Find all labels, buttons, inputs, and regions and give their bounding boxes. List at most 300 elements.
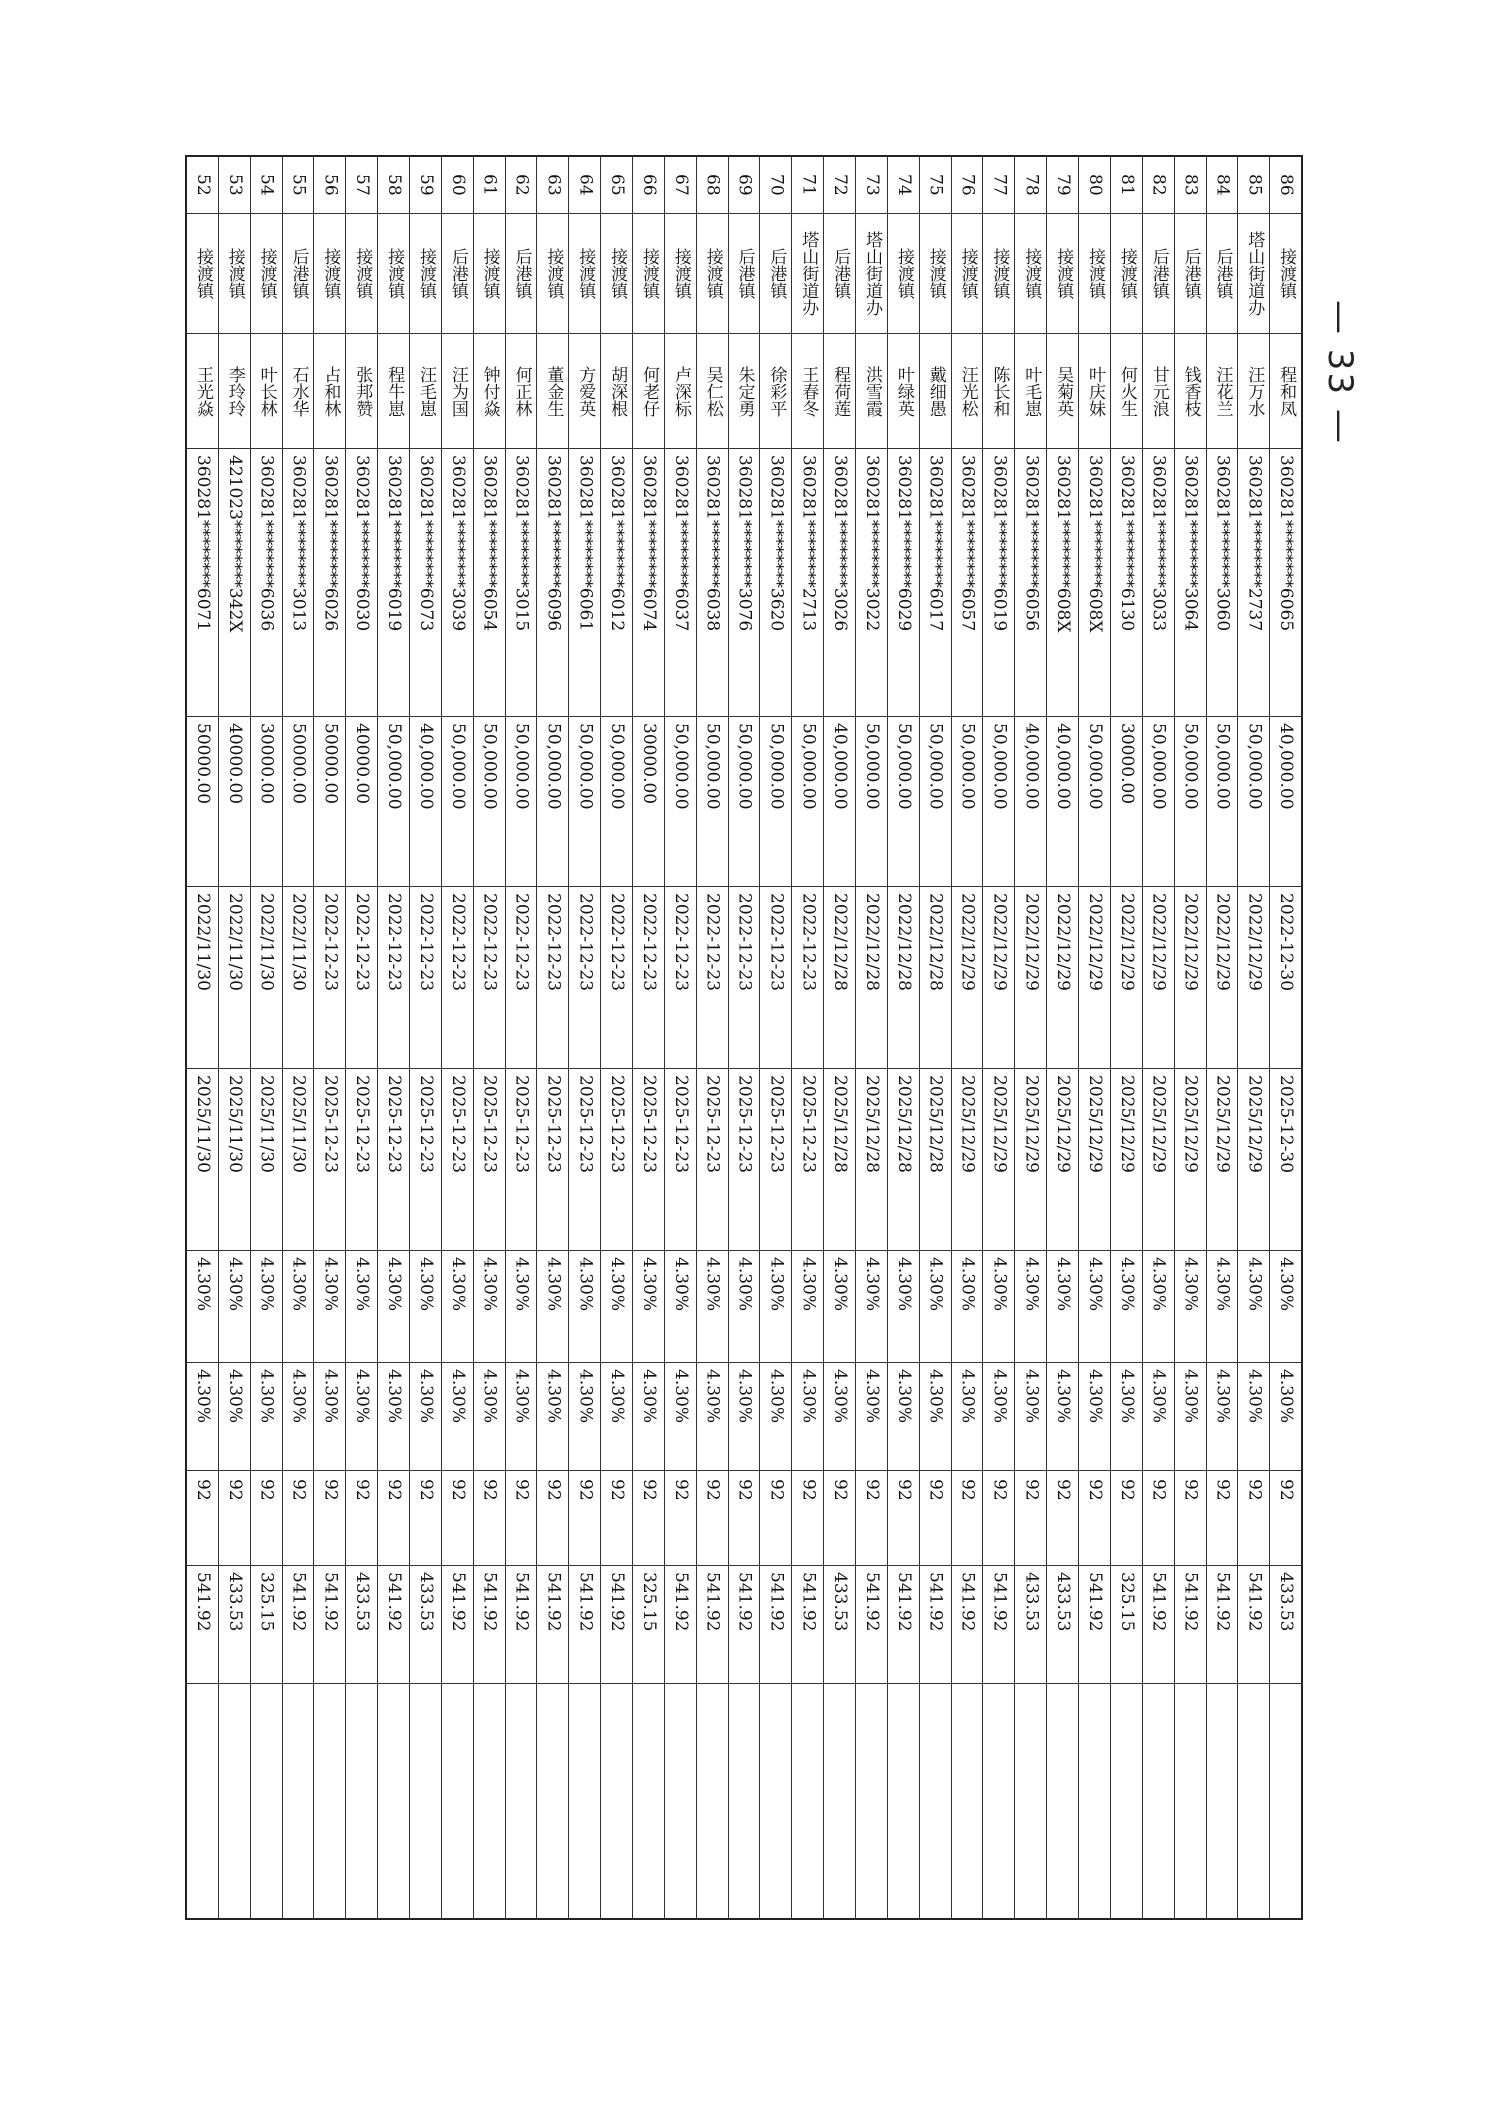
loan-amount-cell: 50,000.00 — [506, 717, 537, 887]
borrower-name-cell: 李玲玲 — [219, 334, 250, 449]
row-number-cell: 74 — [888, 157, 919, 214]
start-date-cell: 2022-12-23 — [346, 887, 377, 1069]
loan-amount-cell: 50,000.00 — [569, 717, 600, 887]
end-date-cell: 2025/12/29 — [1143, 1069, 1174, 1251]
borrower-name-cell: 卢深标 — [665, 334, 696, 449]
start-date-cell: 2022-12-23 — [601, 887, 632, 1069]
remarks-cell — [378, 1684, 409, 1918]
days-cell: 92 — [633, 1471, 664, 1566]
loan-amount-cell: 40,000.00 — [1015, 717, 1046, 887]
id-number-cell: 360281********3039 — [442, 449, 473, 717]
town-cell: 塔山街道办 — [792, 214, 823, 334]
days-cell: 92 — [665, 1471, 696, 1566]
loan-amount-cell: 30000.00 — [1111, 717, 1142, 887]
borrower-name-cell: 叶长林 — [251, 334, 282, 449]
remarks-cell — [410, 1684, 441, 1918]
loan-amount-cell: 50,000.00 — [1175, 717, 1206, 887]
loan-rate-cell: 4.30% — [346, 1251, 377, 1363]
borrower-name-cell: 胡深根 — [601, 334, 632, 449]
id-number-cell: 360281********6073 — [410, 449, 441, 717]
remarks-cell — [856, 1684, 887, 1918]
table-row — [665, 157, 697, 1918]
remarks-cell — [665, 1684, 696, 1918]
loan-rate-cell: 4.30% — [1270, 1251, 1301, 1363]
id-number-cell: 360281********3033 — [1143, 449, 1174, 717]
town-cell: 塔山街道办 — [1238, 214, 1269, 334]
days-cell: 92 — [346, 1471, 377, 1566]
loan-rate-cell: 4.30% — [314, 1251, 345, 1363]
town-cell: 接渡镇 — [378, 214, 409, 334]
remarks-cell — [824, 1684, 855, 1918]
table-row — [1270, 157, 1301, 1918]
end-date-cell: 2025/12/29 — [983, 1069, 1014, 1251]
table-row — [1143, 157, 1175, 1918]
id-number-cell: 360281********6096 — [537, 449, 568, 717]
start-date-cell: 2022/12/29 — [1015, 887, 1046, 1069]
loan-amount-cell: 50,000.00 — [601, 717, 632, 887]
days-cell: 92 — [410, 1471, 441, 1566]
town-cell: 接渡镇 — [219, 214, 250, 334]
subsidy-amount-cell: 541.92 — [442, 1566, 473, 1684]
row-number-cell: 84 — [1207, 157, 1238, 214]
table-row — [888, 157, 920, 1918]
table-row — [760, 157, 792, 1918]
end-date-cell: 2025/11/30 — [283, 1069, 314, 1251]
remarks-cell — [1143, 1684, 1174, 1918]
borrower-name-cell: 石水华 — [283, 334, 314, 449]
start-date-cell: 2022/11/30 — [251, 887, 282, 1069]
loan-rate-cell: 4.30% — [251, 1251, 282, 1363]
loan-rate-cell: 4.30% — [506, 1251, 537, 1363]
loan-rate-cell: 4.30% — [888, 1251, 919, 1363]
loan-rate-cell: 4.30% — [474, 1251, 505, 1363]
town-cell: 后港镇 — [760, 214, 791, 334]
loan-amount-cell: 50,000.00 — [952, 717, 983, 887]
loan-rate-cell: 4.30% — [1079, 1251, 1110, 1363]
loan-rate-cell: 4.30% — [983, 1251, 1014, 1363]
borrower-name-cell: 董金生 — [537, 334, 568, 449]
start-date-cell: 2022/12/28 — [920, 887, 951, 1069]
subsidy-rate-cell: 4.30% — [1175, 1363, 1206, 1471]
table-row — [474, 157, 506, 1918]
subsidy-rate-cell: 4.30% — [1111, 1363, 1142, 1471]
loan-amount-cell: 40,000.00 — [1270, 717, 1301, 887]
town-cell: 塔山街道办 — [856, 214, 887, 334]
table-row — [792, 157, 824, 1918]
subsidy-amount-cell: 541.92 — [920, 1566, 951, 1684]
days-cell: 92 — [1015, 1471, 1046, 1566]
end-date-cell: 2025-12-23 — [760, 1069, 791, 1251]
id-number-cell: 360281********3076 — [729, 449, 760, 717]
table-row — [442, 157, 474, 1918]
loan-amount-cell: 50,000.00 — [665, 717, 696, 887]
start-date-cell: 2022-12-23 — [506, 887, 537, 1069]
end-date-cell: 2025/12/29 — [1047, 1069, 1078, 1251]
table-row — [633, 157, 665, 1918]
id-number-cell: 360281********6065 — [1270, 449, 1301, 717]
town-cell: 接渡镇 — [569, 214, 600, 334]
start-date-cell: 2022/12/29 — [1079, 887, 1110, 1069]
town-cell: 接渡镇 — [187, 214, 218, 334]
borrower-name-cell: 吴仁松 — [697, 334, 728, 449]
row-number-cell: 82 — [1143, 157, 1174, 214]
days-cell: 92 — [601, 1471, 632, 1566]
subsidy-rate-cell: 4.30% — [856, 1363, 887, 1471]
days-cell: 92 — [506, 1471, 537, 1566]
loan-amount-cell: 50,000.00 — [760, 717, 791, 887]
loan-rate-cell: 4.30% — [1143, 1251, 1174, 1363]
start-date-cell: 2022/12/29 — [1207, 887, 1238, 1069]
borrower-name-cell: 叶庆妹 — [1079, 334, 1110, 449]
days-cell: 92 — [729, 1471, 760, 1566]
table-row — [920, 157, 952, 1918]
subsidy-rate-cell: 4.30% — [187, 1363, 218, 1471]
end-date-cell: 2025-12-23 — [314, 1069, 345, 1251]
id-number-cell: 360281********2737 — [1238, 449, 1269, 717]
subsidy-amount-cell: 325.15 — [251, 1566, 282, 1684]
subsidy-amount-cell: 541.92 — [697, 1566, 728, 1684]
table-row — [1238, 157, 1270, 1918]
subsidy-amount-cell: 541.92 — [983, 1566, 1014, 1684]
days-cell: 92 — [219, 1471, 250, 1566]
town-cell: 接渡镇 — [537, 214, 568, 334]
days-cell: 92 — [1207, 1471, 1238, 1566]
end-date-cell: 2025/11/30 — [187, 1069, 218, 1251]
id-number-cell: 360281********6054 — [474, 449, 505, 717]
borrower-name-cell: 王光焱 — [187, 334, 218, 449]
table-row — [601, 157, 633, 1918]
end-date-cell: 2025/11/30 — [251, 1069, 282, 1251]
subsidy-rate-cell: 4.30% — [983, 1363, 1014, 1471]
table-row — [251, 157, 283, 1918]
start-date-cell: 2022/11/30 — [187, 887, 218, 1069]
end-date-cell: 2025/12/28 — [856, 1069, 887, 1251]
subsidy-amount-cell: 433.53 — [1015, 1566, 1046, 1684]
subsidy-amount-cell: 541.92 — [1143, 1566, 1174, 1684]
loan-amount-cell: 30000.00 — [633, 717, 664, 887]
subsidy-rate-cell: 4.30% — [378, 1363, 409, 1471]
remarks-cell — [601, 1684, 632, 1918]
id-number-cell: 360281********2713 — [792, 449, 823, 717]
subsidy-amount-cell: 541.92 — [378, 1566, 409, 1684]
loan-amount-cell: 50,000.00 — [888, 717, 919, 887]
days-cell: 92 — [569, 1471, 600, 1566]
id-number-cell: 360281********6012 — [601, 449, 632, 717]
end-date-cell: 2025-12-23 — [729, 1069, 760, 1251]
subsidy-rate-cell: 4.30% — [920, 1363, 951, 1471]
subsidy-rate-cell: 4.30% — [1047, 1363, 1078, 1471]
end-date-cell: 2025-12-23 — [665, 1069, 696, 1251]
remarks-cell — [314, 1684, 345, 1918]
loan-rate-cell: 4.30% — [1047, 1251, 1078, 1363]
row-number-cell: 67 — [665, 157, 696, 214]
town-cell: 接渡镇 — [633, 214, 664, 334]
subsidy-rate-cell: 4.30% — [824, 1363, 855, 1471]
end-date-cell: 2025-12-23 — [792, 1069, 823, 1251]
days-cell: 92 — [920, 1471, 951, 1566]
table-row — [697, 157, 729, 1918]
remarks-cell — [442, 1684, 473, 1918]
town-cell: 接渡镇 — [1270, 214, 1301, 334]
borrower-name-cell: 程和凤 — [1270, 334, 1301, 449]
loan-rate-cell: 4.30% — [219, 1251, 250, 1363]
subsidy-rate-cell: 4.30% — [219, 1363, 250, 1471]
id-number-cell: 360281********6071 — [187, 449, 218, 717]
id-number-cell: 360281********6019 — [378, 449, 409, 717]
remarks-cell — [633, 1684, 664, 1918]
subsidy-rate-cell: 4.30% — [251, 1363, 282, 1471]
start-date-cell: 2022-12-30 — [1270, 887, 1301, 1069]
borrower-name-cell: 戴细愚 — [920, 334, 951, 449]
loan-rate-cell: 4.30% — [665, 1251, 696, 1363]
subsidy-rate-cell: 4.30% — [346, 1363, 377, 1471]
town-cell: 接渡镇 — [314, 214, 345, 334]
remarks-cell — [888, 1684, 919, 1918]
loan-rate-cell: 4.30% — [601, 1251, 632, 1363]
subsidy-amount-cell: 433.53 — [1270, 1566, 1301, 1684]
loan-amount-cell: 40,000.00 — [410, 717, 441, 887]
subsidy-amount-cell: 541.92 — [569, 1566, 600, 1684]
end-date-cell: 2025-12-23 — [346, 1069, 377, 1251]
page-number: — 33 — — [1320, 300, 1360, 445]
town-cell: 接渡镇 — [410, 214, 441, 334]
loan-amount-cell: 50,000.00 — [983, 717, 1014, 887]
id-number-cell: 360281********3015 — [506, 449, 537, 717]
id-number-cell: 360281********3022 — [856, 449, 887, 717]
loan-amount-cell: 50,000.00 — [920, 717, 951, 887]
days-cell: 92 — [1238, 1471, 1269, 1566]
id-number-cell: 360281********608X — [1047, 449, 1078, 717]
end-date-cell: 2025/12/29 — [1207, 1069, 1238, 1251]
subsidy-amount-cell: 541.92 — [952, 1566, 983, 1684]
end-date-cell: 2025/11/30 — [219, 1069, 250, 1251]
loan-amount-cell: 50,000.00 — [474, 717, 505, 887]
borrower-name-cell: 何火生 — [1111, 334, 1142, 449]
town-cell: 后港镇 — [506, 214, 537, 334]
start-date-cell: 2022-12-23 — [729, 887, 760, 1069]
remarks-cell — [1079, 1684, 1110, 1918]
remarks-cell — [506, 1684, 537, 1918]
end-date-cell: 2025/12/29 — [1238, 1069, 1269, 1251]
row-number-cell: 60 — [442, 157, 473, 214]
days-cell: 92 — [1143, 1471, 1174, 1566]
loan-amount-cell: 50,000.00 — [856, 717, 887, 887]
loan-rate-cell: 4.30% — [920, 1251, 951, 1363]
end-date-cell: 2025-12-23 — [537, 1069, 568, 1251]
days-cell: 92 — [697, 1471, 728, 1566]
town-cell: 后港镇 — [442, 214, 473, 334]
subsidy-rate-cell: 4.30% — [1143, 1363, 1174, 1471]
id-number-cell: 360281********608X — [1079, 449, 1110, 717]
end-date-cell: 2025-12-23 — [601, 1069, 632, 1251]
table-row — [1047, 157, 1079, 1918]
subsidy-rate-cell: 4.30% — [760, 1363, 791, 1471]
start-date-cell: 2022/12/28 — [824, 887, 855, 1069]
loan-rate-cell: 4.30% — [633, 1251, 664, 1363]
table-row — [729, 157, 761, 1918]
remarks-cell — [251, 1684, 282, 1918]
subsidy-amount-cell: 325.15 — [633, 1566, 664, 1684]
table-row — [378, 157, 410, 1918]
start-date-cell: 2022/12/29 — [1047, 887, 1078, 1069]
days-cell: 92 — [1270, 1471, 1301, 1566]
table-row — [1207, 157, 1239, 1918]
days-cell: 92 — [537, 1471, 568, 1566]
row-number-cell: 80 — [1079, 157, 1110, 214]
id-number-cell: 360281********6074 — [633, 449, 664, 717]
id-number-cell: 360281********6130 — [1111, 449, 1142, 717]
table-row — [1111, 157, 1143, 1918]
remarks-cell — [1015, 1684, 1046, 1918]
loan-amount-cell: 50000.00 — [314, 717, 345, 887]
town-cell: 后港镇 — [1175, 214, 1206, 334]
loan-amount-cell: 50,000.00 — [1143, 717, 1174, 887]
row-number-cell: 85 — [1238, 157, 1269, 214]
row-number-cell: 62 — [506, 157, 537, 214]
start-date-cell: 2022/12/28 — [888, 887, 919, 1069]
remarks-cell — [569, 1684, 600, 1918]
days-cell: 92 — [760, 1471, 791, 1566]
subsidy-rate-cell: 4.30% — [442, 1363, 473, 1471]
id-number-cell: 360281********6037 — [665, 449, 696, 717]
days-cell: 92 — [1079, 1471, 1110, 1566]
loan-rate-cell: 4.30% — [760, 1251, 791, 1363]
subsidy-amount-cell: 541.92 — [856, 1566, 887, 1684]
subsidy-amount-cell: 541.92 — [665, 1566, 696, 1684]
start-date-cell: 2022-12-23 — [474, 887, 505, 1069]
loan-interest-table — [185, 155, 1303, 1920]
loan-rate-cell: 4.30% — [283, 1251, 314, 1363]
subsidy-amount-cell: 541.92 — [283, 1566, 314, 1684]
loan-amount-cell: 50,000.00 — [1079, 717, 1110, 887]
subsidy-amount-cell: 541.92 — [1207, 1566, 1238, 1684]
row-number-cell: 56 — [314, 157, 345, 214]
loan-rate-cell: 4.30% — [1015, 1251, 1046, 1363]
loan-amount-cell: 40000.00 — [346, 717, 377, 887]
town-cell: 接渡镇 — [251, 214, 282, 334]
days-cell: 92 — [983, 1471, 1014, 1566]
end-date-cell: 2025-12-23 — [474, 1069, 505, 1251]
loan-rate-cell: 4.30% — [1238, 1251, 1269, 1363]
start-date-cell: 2022-12-23 — [442, 887, 473, 1069]
subsidy-amount-cell: 541.92 — [1079, 1566, 1110, 1684]
id-number-cell: 360281********6036 — [251, 449, 282, 717]
remarks-cell — [760, 1684, 791, 1918]
days-cell: 92 — [1175, 1471, 1206, 1566]
borrower-name-cell: 洪雪霞 — [856, 334, 887, 449]
subsidy-rate-cell: 4.30% — [633, 1363, 664, 1471]
start-date-cell: 2022-12-23 — [378, 887, 409, 1069]
row-number-cell: 71 — [792, 157, 823, 214]
subsidy-rate-cell: 4.30% — [665, 1363, 696, 1471]
id-number-cell: 421023********342X — [219, 449, 250, 717]
remarks-cell — [920, 1684, 951, 1918]
row-number-cell: 61 — [474, 157, 505, 214]
end-date-cell: 2025-12-23 — [697, 1069, 728, 1251]
end-date-cell: 2025/12/29 — [1175, 1069, 1206, 1251]
row-number-cell: 77 — [983, 157, 1014, 214]
start-date-cell: 2022/12/28 — [856, 887, 887, 1069]
borrower-name-cell: 何老仔 — [633, 334, 664, 449]
id-number-cell: 360281********6017 — [920, 449, 951, 717]
end-date-cell: 2025-12-23 — [442, 1069, 473, 1251]
start-date-cell: 2022-12-23 — [665, 887, 696, 1069]
days-cell: 92 — [378, 1471, 409, 1566]
days-cell: 92 — [314, 1471, 345, 1566]
subsidy-amount-cell: 541.92 — [314, 1566, 345, 1684]
remarks-cell — [1111, 1684, 1142, 1918]
borrower-name-cell: 汪毛崽 — [410, 334, 441, 449]
start-date-cell: 2022-12-23 — [569, 887, 600, 1069]
loan-amount-cell: 40,000.00 — [1047, 717, 1078, 887]
borrower-name-cell: 汪光松 — [952, 334, 983, 449]
end-date-cell: 2025/12/28 — [888, 1069, 919, 1251]
days-cell: 92 — [952, 1471, 983, 1566]
start-date-cell: 2022/11/30 — [219, 887, 250, 1069]
subsidy-rate-cell: 4.30% — [314, 1363, 345, 1471]
borrower-name-cell: 钱香枝 — [1175, 334, 1206, 449]
loan-amount-cell: 50000.00 — [187, 717, 218, 887]
subsidy-rate-cell: 4.30% — [1079, 1363, 1110, 1471]
loan-rate-cell: 4.30% — [697, 1251, 728, 1363]
subsidy-amount-cell: 541.92 — [792, 1566, 823, 1684]
subsidy-rate-cell: 4.30% — [792, 1363, 823, 1471]
borrower-name-cell: 吴菊英 — [1047, 334, 1078, 449]
subsidy-amount-cell: 433.53 — [1047, 1566, 1078, 1684]
days-cell: 92 — [1047, 1471, 1078, 1566]
subsidy-rate-cell: 4.30% — [601, 1363, 632, 1471]
town-cell: 接渡镇 — [1111, 214, 1142, 334]
row-number-cell: 86 — [1270, 157, 1301, 214]
borrower-name-cell: 徐彩平 — [760, 334, 791, 449]
subsidy-amount-cell: 541.92 — [474, 1566, 505, 1684]
subsidy-amount-cell: 541.92 — [601, 1566, 632, 1684]
remarks-cell — [697, 1684, 728, 1918]
loan-rate-cell: 4.30% — [729, 1251, 760, 1363]
row-number-cell: 59 — [410, 157, 441, 214]
subsidy-amount-cell: 541.92 — [1175, 1566, 1206, 1684]
subsidy-rate-cell: 4.30% — [729, 1363, 760, 1471]
id-number-cell: 360281********6038 — [697, 449, 728, 717]
remarks-cell — [537, 1684, 568, 1918]
subsidy-amount-cell: 433.53 — [824, 1566, 855, 1684]
row-number-cell: 81 — [1111, 157, 1142, 214]
borrower-name-cell: 钟付焱 — [474, 334, 505, 449]
town-cell: 接渡镇 — [346, 214, 377, 334]
borrower-name-cell: 占和林 — [314, 334, 345, 449]
borrower-name-cell: 何正林 — [506, 334, 537, 449]
row-number-cell: 52 — [187, 157, 218, 214]
borrower-name-cell: 朱定勇 — [729, 334, 760, 449]
end-date-cell: 2025/12/28 — [920, 1069, 951, 1251]
end-date-cell: 2025/12/29 — [1015, 1069, 1046, 1251]
end-date-cell: 2025-12-23 — [378, 1069, 409, 1251]
subsidy-rate-cell: 4.30% — [888, 1363, 919, 1471]
borrower-name-cell: 方爱英 — [569, 334, 600, 449]
subsidy-rate-cell: 4.30% — [952, 1363, 983, 1471]
loan-rate-cell: 4.30% — [537, 1251, 568, 1363]
loan-amount-cell: 50,000.00 — [1207, 717, 1238, 887]
id-number-cell: 360281********3620 — [760, 449, 791, 717]
subsidy-amount-cell: 433.53 — [219, 1566, 250, 1684]
days-cell: 92 — [187, 1471, 218, 1566]
days-cell: 92 — [1111, 1471, 1142, 1566]
row-number-cell: 79 — [1047, 157, 1078, 214]
borrower-name-cell: 陈长和 — [983, 334, 1014, 449]
id-number-cell: 360281********6029 — [888, 449, 919, 717]
remarks-cell — [1207, 1684, 1238, 1918]
loan-rate-cell: 4.30% — [187, 1251, 218, 1363]
